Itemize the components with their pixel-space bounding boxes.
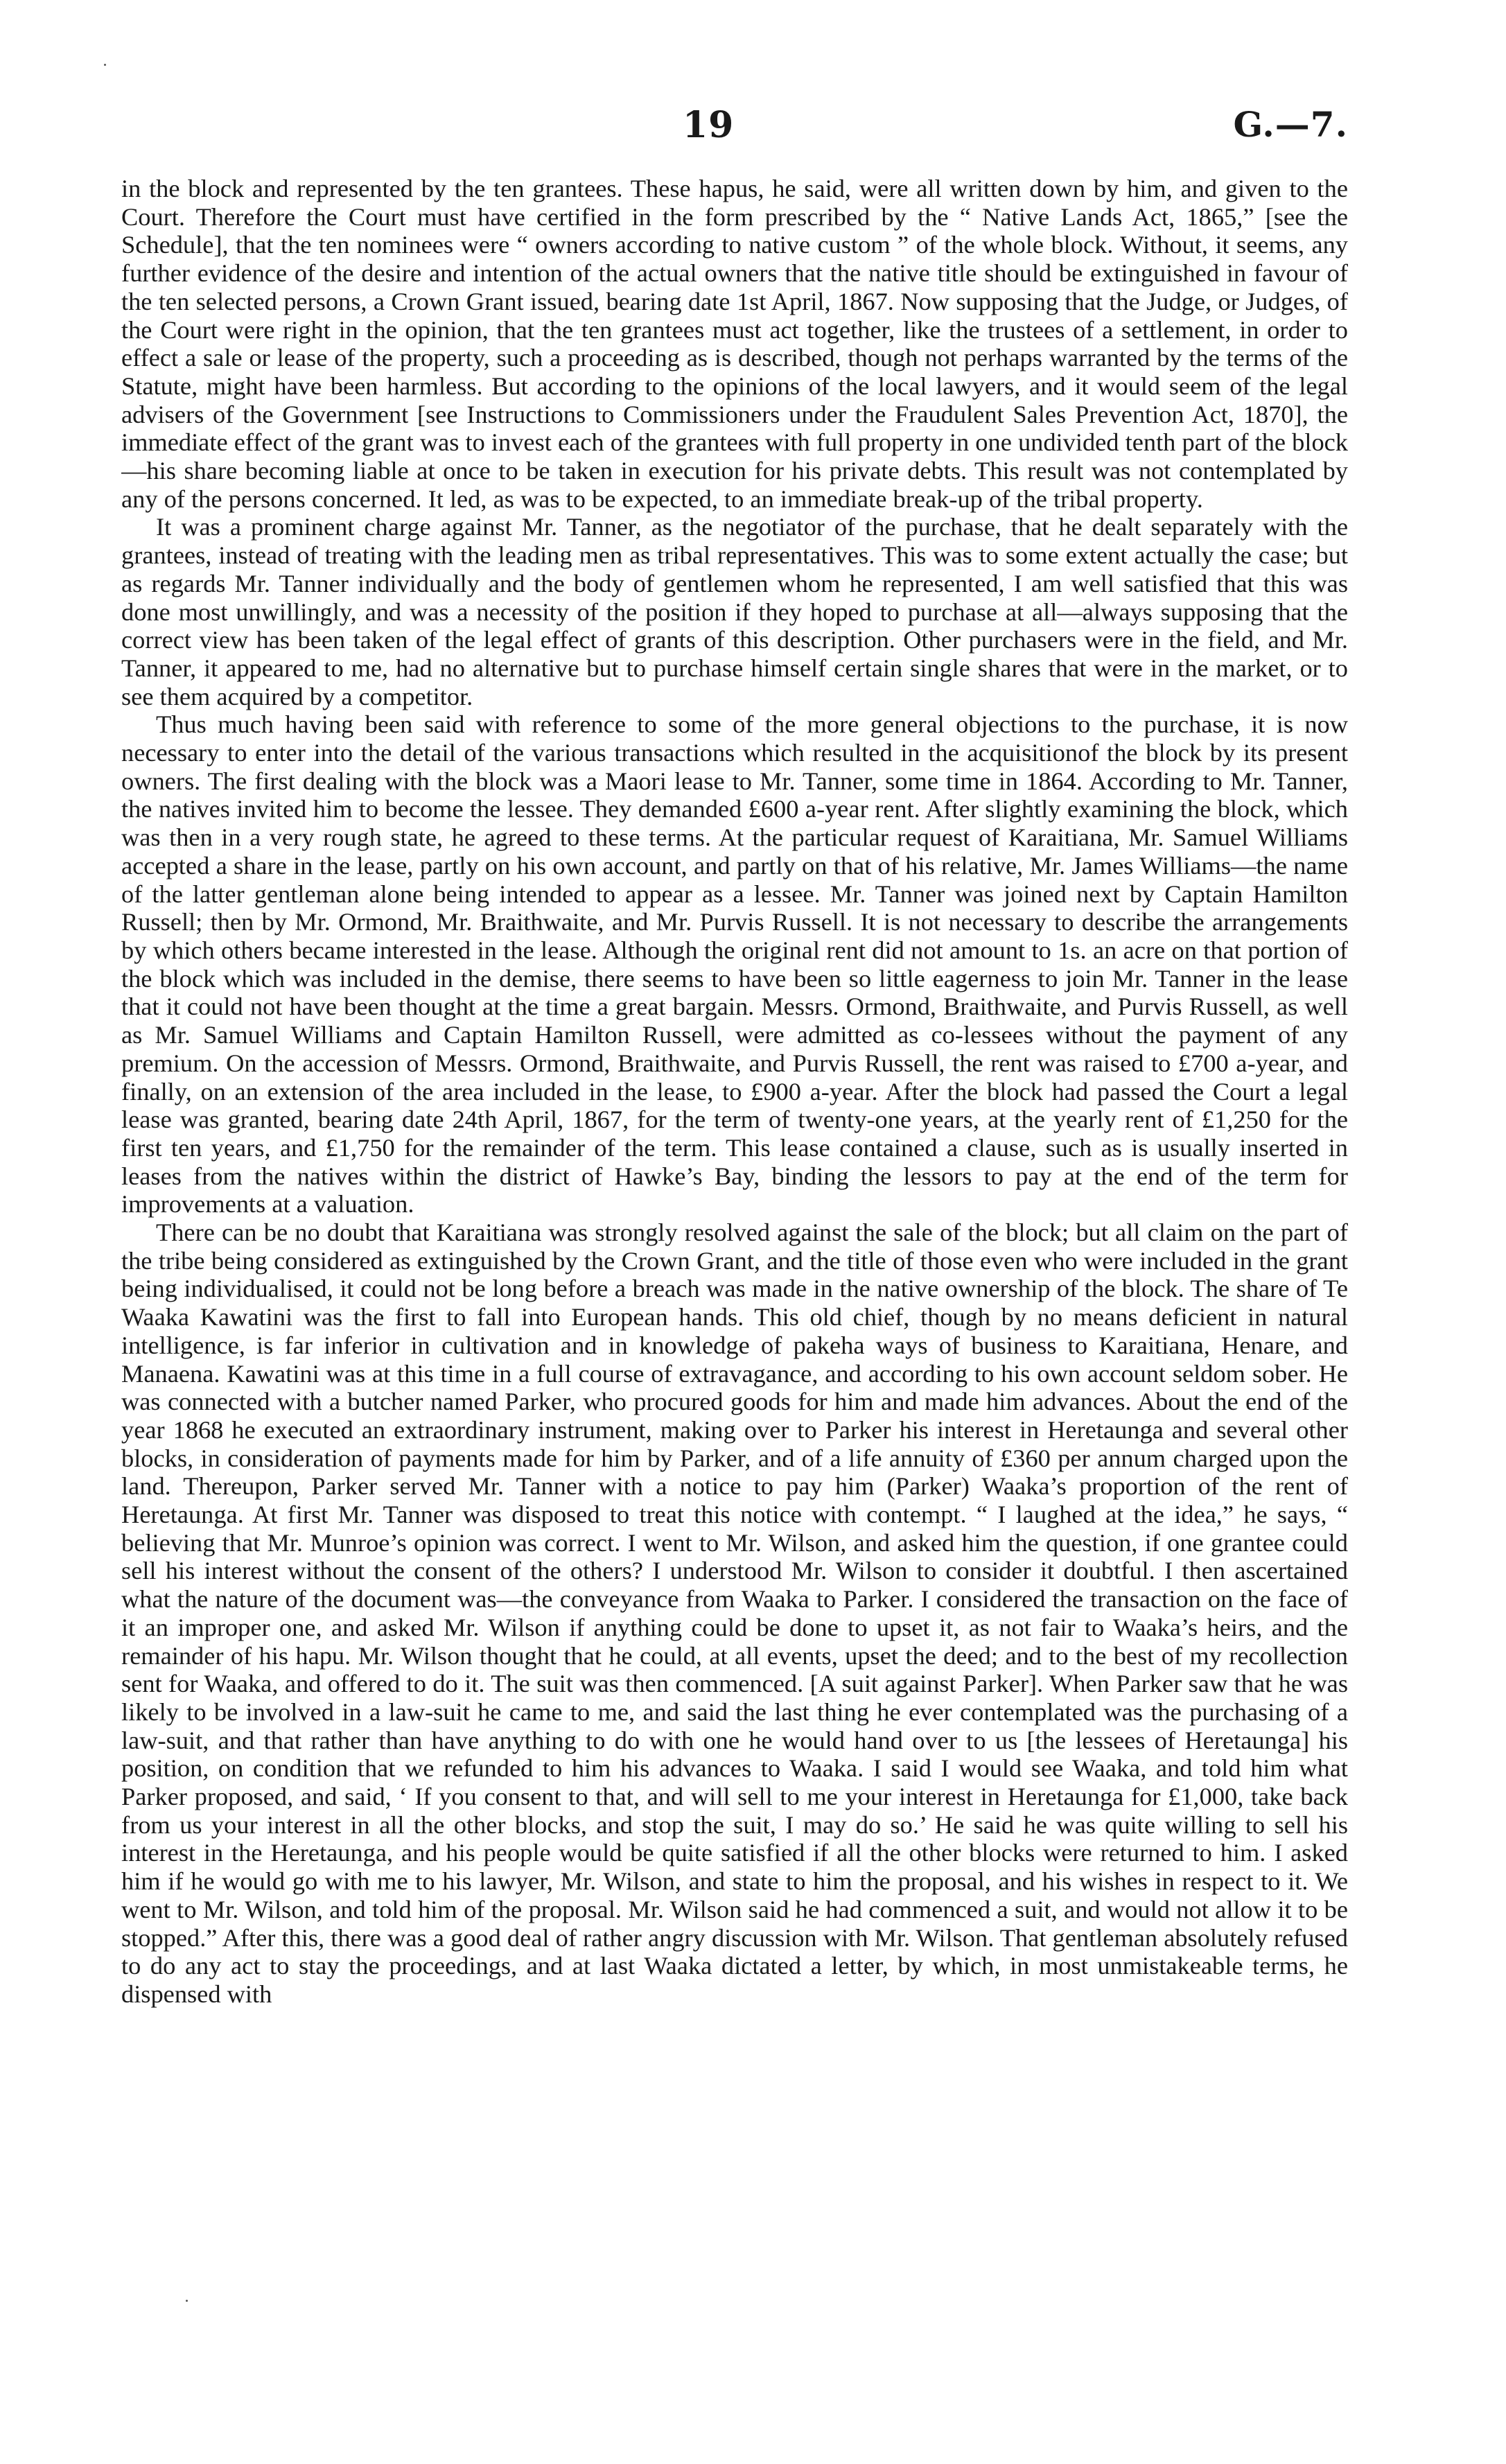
- paragraph-tanner-dealings: It was a prominent charge against Mr. Tanner, as the negotiator of the purchase, that he dealt separately with the grantees, instead of treating with the leading men as tribal representatives. This was to some extent actually the case; but as regards Mr. Tanner individually and the body of gentlemen whom he represented, I am well satisfied that this was done most unwillingly, and was a necessity of the position if they hoped to purchase at all—always supposing that the correct view has been taken of the legal effect of grants of this description. Other purchasers were in the field, and Mr. Tanner, it appeared to me, had no alternative but to purchase himself certain single shares that were in the market, or to see them acquired by a competitor.: [121, 513, 1348, 710]
- page-header: [121, 104, 1348, 152]
- scan-speck: [186, 2300, 188, 2302]
- page-number: 19: [683, 104, 735, 146]
- paragraph-waaka-share: There can be no doubt that Karaitiana was strongly resolved against the sale of the block; but all claim on the part of the tribe being considered as extinguished by the Crown Grant, and the title of those even who were included in the grant being individualised, it could not be long before a breach was made in the native ownership of the block. The share of Te Waaka Kawatini was the first to fall into European hands. This old chief, though by no means deficient in natural intelligence, is far inferior in cultivation and in knowledge of pakeha ways of business to Karaitiana, Henare, and Manaena. Kawatini was at this time in a full course of extravagance, and according to his own account seldom sober. He was connected with a butcher named Parker, who procured goods for him and made him advances. About the end of the year 1868 he executed an extraordinary instrument, making over to Parker his interest in Heretaunga and several other blocks, in consideration of payments made for him by Parker, and of a life annuity of £360 per annum charged upon the land. Thereupon, Parker served Mr. Tanner with a notice to pay him (Parker) Waaka’s proportion of the rent of Heretaunga. At first Mr. Tanner was disposed to treat this notice with contempt. “ I laughed at the idea,” he says, “ believing that Mr. Munroe’s opinion was correct. I went to Mr. Wilson, and asked him the question, if one grantee could sell his interest without the consent of the others? I understood Mr. Wilson to consider it doubtful. I then ascertained what the nature of the document was—the conveyance from Waaka to Parker. I considered the transaction on the face of it an improper one, and asked Mr. Wilson if anything could be done to upset it, as not fair to Waaka’s heirs, and the remainder of his hapu. Mr. Wilson thought that he could, at all events, upset the deed; and to the best of my recollection sent for Waaka, and offered to do it. The suit was then commenced. [A suit against Parker]. When Parker saw that he was likely to be involved in a law-suit he came to me, and said the last thing he ever contemplated was the purchasing of a law-suit, and that rather than have anything to do with one he would hand over to us [the lessees of Heretaunga] his position, on condition that we refunded to him his advances to Waaka. I said I would see Waaka, and told him what Parker proposed, and said, ‘ If you consent to that, and will sell to me your interest in Heretaunga for £1,000, take back from us your interest in all the other blocks, and stop the suit, I may do so.’ He said he was quite willing to sell his interest in the Heretaunga, and his people would be quite satisfied if all the other blocks were returned to him. I asked him if he would go with me to his lawyer, Mr. Wilson, and state to him the proposal, and his wishes in respect to it. We went to Mr. Wilson, and told him of the proposal. Mr. Wilson said he had commenced a suit, and would not allow it to be stopped.” After this, there was a good deal of rather angry discussion with Mr. Wilson. That gentleman absolutely refused to do any act to stay the proceedings, and at last Waaka dictated a letter, by which, in most unmistakeable terms, he dispensed with: [121, 1218, 1348, 2008]
- paragraph-maori-lease: Thus much having been said with reference to some of the more general objections to the purchase, it is now necessary to enter into the detail of the various transactions which resulted in the acquisitionof the block by its present owners. The first dealing with the block was a Maori lease to Mr. Tanner, some time in 1864. According to Mr. Tanner, the natives invited him to become the lessee. They demanded £600 a-year rent. After slightly examining the block, which was then in a very rough state, he agreed to these terms. At the particular request of Karaitiana, Mr. Samuel Williams accepted a share in the lease, partly on his own account, and partly on that of his relative, Mr. James Williams—the name of the latter gentleman alone being intended to appear as a lessee. Mr. Tanner was joined next by Captain Hamilton Russell; then by Mr. Ormond, Mr. Braithwaite, and Mr. Purvis Russell. It is not necessary to describe the arrangements by which others became interested in the lease. Although the original rent did not amount to 1s. an acre on that portion of the block which was included in the demise, there seems to have been so little eagerness to join Mr. Tanner in the lease that it could not have been thought at the time a great bargain. Messrs. Ormond, Braithwaite, and Purvis Russell, as well as Mr. Samuel Williams and Captain Hamilton Russell, were admitted as co-lessees without the payment of any premium. On the accession of Messrs. Ormond, Braithwaite, and Purvis Russell, the rent was raised to £700 a-year, and finally, on an extension of the area included in the lease, to £900 a-year. After the block had passed the Court a legal lease was granted, bearing date 24th April, 1867, for the term of twenty-one years, at the yearly rent of £1,250 for the first ten years, and £1,750 for the remainder of the term. This lease contained a clause, such as is usually inserted in leases from the natives within the district of Hawke’s Bay, binding the lessors to pay at the end of the term for improvements at a valuation.: [121, 710, 1348, 1218]
- body-text: [121, 175, 1348, 2406]
- scan-speck: [104, 64, 106, 66]
- paragraph-continuation: in the block and represented by the ten grantees. These hapus, he said, were all written down by him, and given to the Court. Therefore the Court must have certified in the form prescribed by the “ Native Lands Act, 1865,” [see the Schedule], that the ten nominees were “ owners according to native custom ” of the whole block. Without, it seems, any further evidence of the desire and intention of the actual owners that the native title should be extinguished in favour of the ten selected persons, a Crown Grant issued, bearing date 1st April, 1867. Now supposing that the Judge, or Judges, of the Court were right in the opinion, that the ten grantees must act together, like the trustees of a settlement, in order to effect a sale or lease of the property, such a proceeding as is described, though not perhaps warranted by the terms of the Statute, might have been harmless. But according to the opinions of the local lawyers, and it would seem of the legal advisers of the Government [see Instructions to Commissioners under the Fraudulent Sales Prevention Act, 1870], the immediate effect of the grant was to invest each of the grantees with full property in one undivided tenth part of the block—his share becoming liable at once to be taken in execution for his private debts. This result was not contemplated by any of the persons concerned. It led, as was to be expected, to an immediate break-up of the tribal property.: [121, 175, 1348, 513]
- paper-reference: G.—7.: [1233, 104, 1348, 145]
